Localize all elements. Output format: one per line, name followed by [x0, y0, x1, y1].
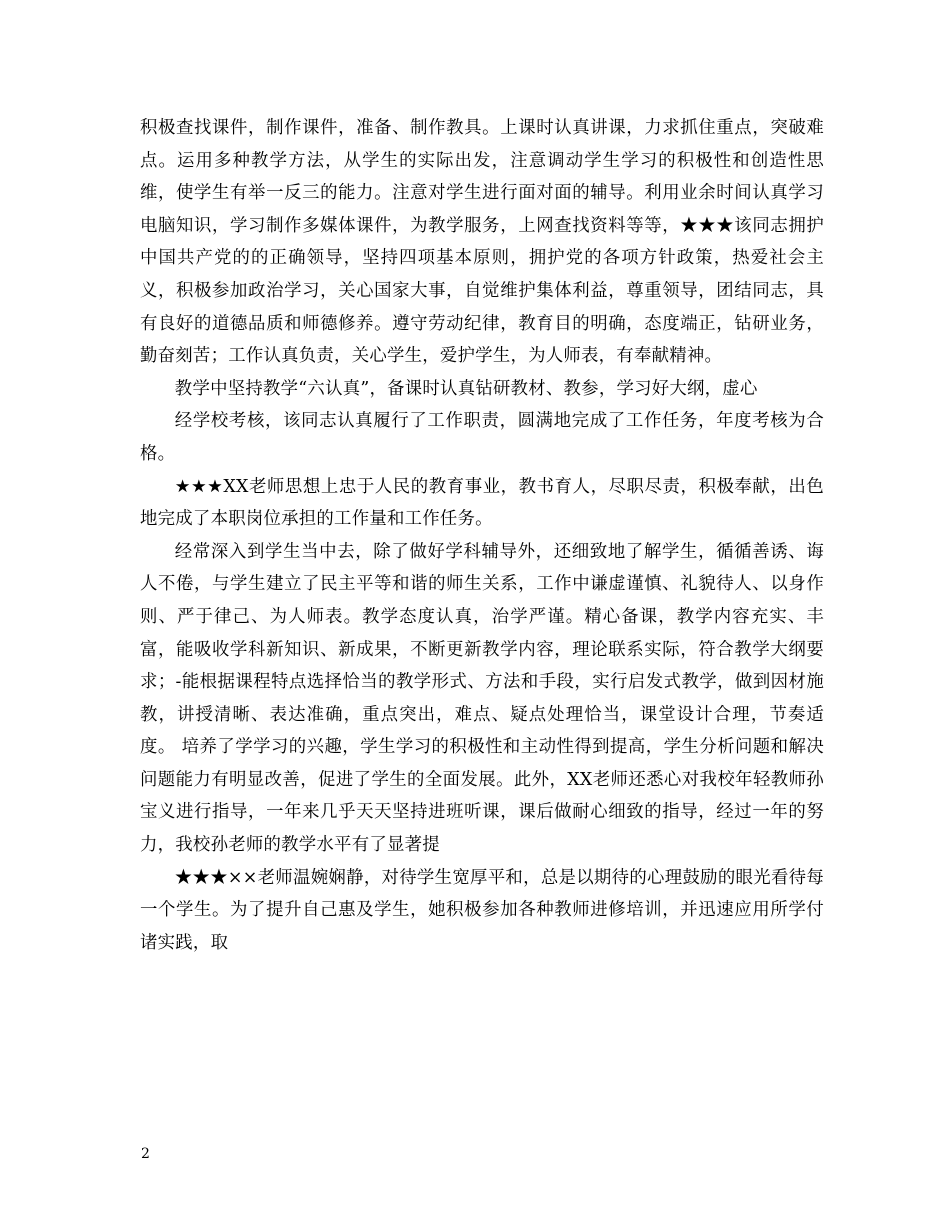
paragraph-3: 经学校考核，该同志认真履行了工作职责，圆满地完成了工作任务，年度考核为合格。: [140, 411, 824, 464]
paragraph-2: 教学中坚持教学“六认真”，备课时认真钻研教材、教参，学习好大纲，虚心: [174, 378, 758, 399]
paragraph-4: ★★★XX老师思想上忠于人民的教育事业，教书育人，尽职尽责，积极奉献，出色地完成了本职岗位承担的工作量和工作任务。: [140, 476, 824, 530]
document-body: [140, 112, 824, 959]
paragraph-1: 积极查找课件，制作课件，准备、制作教具。上课时认真讲课，力求抓住重点，突破难点。运用多种教学方法，从学生的实际出发，注意调动学生学习的积极性和创造性思维，使学生有举一反三的能力。注意对学生进行面对面的辅导。利用业余时间认真学习电脑知识，学习制作多媒体课件，为教学服务，上网查找资料等等，★★★该同志拥护中国共产党的的正确领导，坚持四项基本原则，拥护党的各项方针政策，热爱社会主义，积极参加政治学习，关心国家大事，自觉维护集体利益，尊重领导，团结同志，具有良好的道德品质和师德修养。遵守劳动纪律，教育目的明确，态度端正，钻研业务，勤奋刻苦；工作认真负责，关心学生，爱护学生，为人师表，有奉献精神。: [140, 118, 824, 367]
paragraph-5: 经常深入到学生当中去，除了做好学科辅导外，还细致地了解学生，循循善诱、诲人不倦，与学生建立了民主平等和谐的师生关系，工作中谦虚谨慎、礼貌待人、以身作则、严于律己、为人师表。教学态度认真，治学严谨。精心备课，教学内容充实、丰富，能吸收学科新知识、新成果，不断更新教学内容，理论联系实际，符合教学大纲要求；-能根据课程特点选择恰当的教学形式、方法和手段，实行启发式教学，做到因材施教，讲授清晰、表达准确，重点突出，难点、疑点处理恰当，课堂设计合理，节奏适度。 培养了学学习的兴趣，学生学习的积极性和主动性得到提高，学生分析问题和解决问题能力有明显改善，促进了学生的全面发展。此外，XX老师还悉心对我校年轻教师孙宝义进行指导，一年来几乎天天坚持进班听课，课后做耐心细致的指导，经过一年的努力，我校孙老师的教学水平有了显著提: [140, 541, 824, 856]
page-number: 2: [141, 1146, 150, 1162]
paragraph-6: ★★★××老师温婉娴静，对待学生宽厚平和，总是以期待的心理鼓励的眼光看待每一个学生。为了提升自己惠及学生，她积极参加各种教师进修培训，并迅速应用所学付诸实践，取: [140, 867, 824, 953]
